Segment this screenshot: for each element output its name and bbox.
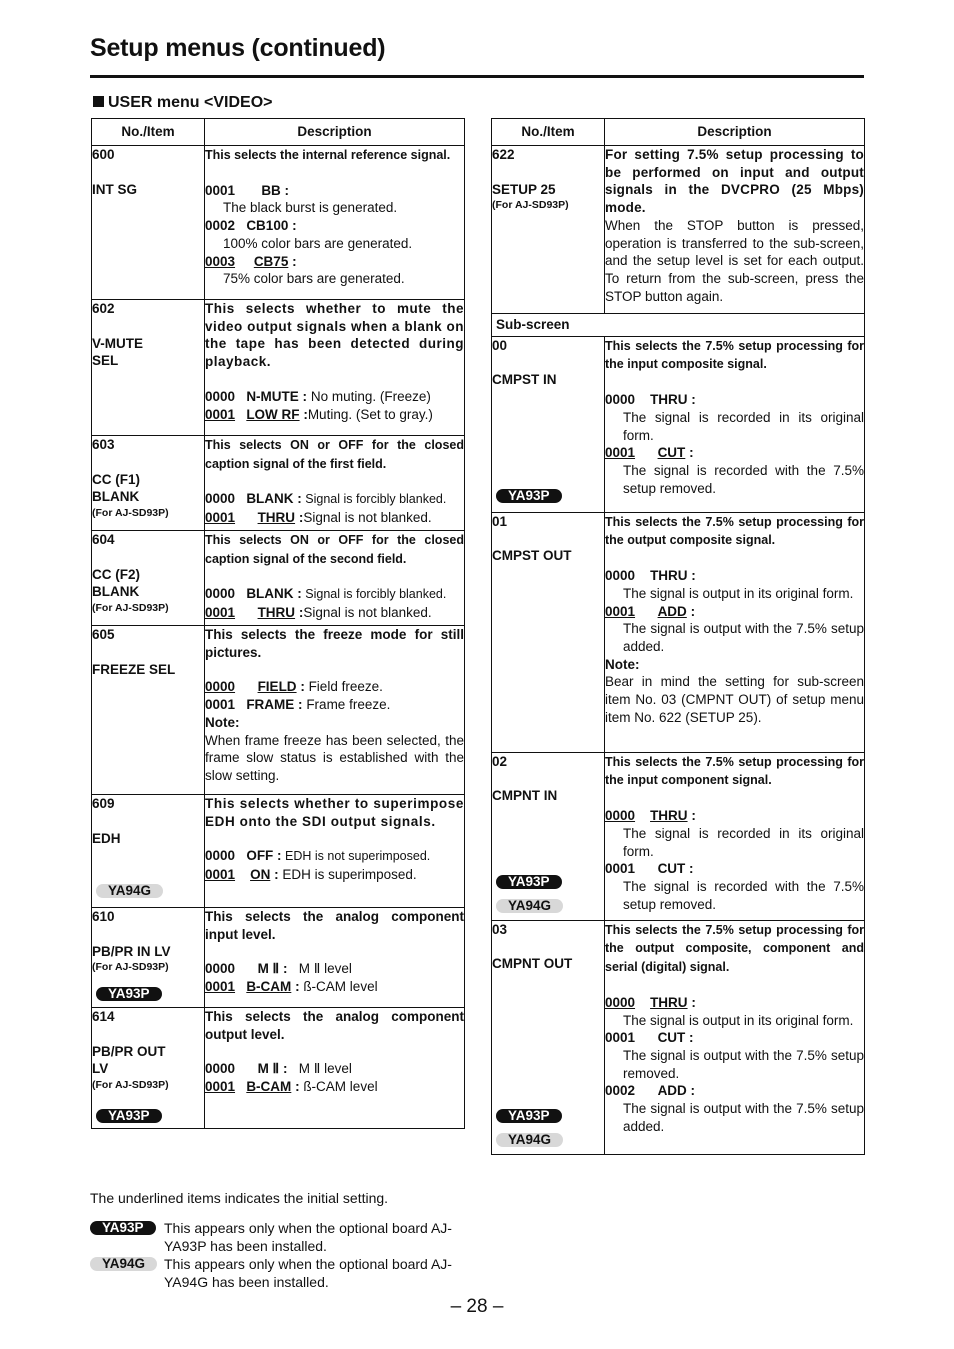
table-row xyxy=(92,795,465,908)
subscreen-row xyxy=(492,314,865,337)
description-cell xyxy=(605,336,865,512)
description-cell xyxy=(205,1008,465,1129)
description-cell xyxy=(205,300,465,436)
item-cell xyxy=(92,146,205,300)
description-lead: This selects the analog component input level. xyxy=(205,909,464,942)
option-line: 0001 FRAME : Frame freeze. xyxy=(205,697,391,713)
note-text: When frame freeze has been selected, the frame slow status is established with the slow setting. xyxy=(205,732,464,783)
ya94g-badge: YA94G xyxy=(96,884,163,898)
item-number: 622 xyxy=(492,147,515,162)
item-cell xyxy=(92,531,205,626)
table-header-row xyxy=(492,119,865,146)
item-number: 600 xyxy=(92,147,115,162)
table-row xyxy=(92,436,465,531)
item-number: 604 xyxy=(92,532,115,547)
ya93p-badge: YA93P xyxy=(496,875,562,889)
item-name-cont: BLANK xyxy=(92,584,140,600)
item-name: FREEZE SEL xyxy=(92,661,176,677)
description-cell xyxy=(605,920,865,1154)
option-line: 0000 BLANK : Signal is forcibly blanked. xyxy=(205,491,447,507)
legend-ya94g xyxy=(90,1256,470,1292)
description-body: When the STOP button is pressed, operation is transferred to the sub-screen, and the setup level is set for each output. To return from the sub-screen, press the STOP button again. xyxy=(605,217,864,304)
item-name-cont: BLANK xyxy=(92,489,140,505)
option-line: 0000 M Ⅱ : M Ⅱ level xyxy=(205,1061,352,1077)
table-row xyxy=(92,626,465,795)
description-lead: This selects ON or OFF for the closed caption signal of the second field. xyxy=(205,533,464,566)
legend-text: This appears only when the optional board AJ-YA94G has been installed. xyxy=(164,1256,452,1290)
description-lead: This selects whether to mute the video output signals when a blank on the tape has been detected during playback. xyxy=(205,301,464,370)
model-note: (For AJ-SD93P) xyxy=(92,961,169,974)
table-row xyxy=(92,146,465,300)
subscreen-label: Sub-screen xyxy=(492,314,865,337)
item-name: CMPNT OUT xyxy=(492,956,573,972)
description-lead: This selects whether to superimpose EDH onto the SDI output signals. xyxy=(205,796,464,829)
right-menu-table xyxy=(491,118,865,1155)
option-line: 0001 CUT : xyxy=(605,1030,694,1046)
option-line: 0000 THRU : xyxy=(605,568,696,584)
description-lead: This selects the 7.5% setup processing for the output composite signal. xyxy=(605,514,864,548)
item-number: 603 xyxy=(92,437,115,452)
ya93p-badge: YA93P xyxy=(96,987,162,1001)
option-desc: The signal is recorded in its original form. xyxy=(623,825,864,859)
item-number: 614 xyxy=(92,1009,115,1024)
description-cell xyxy=(205,531,465,626)
header-description: Description xyxy=(205,119,465,146)
item-number: 03 xyxy=(492,921,508,937)
description-lead: This selects the freeze mode for still pictures. xyxy=(205,627,464,660)
table-header-row xyxy=(92,119,465,146)
option-line: 0000 THRU : xyxy=(605,808,696,824)
option-desc: The signal is output in its original form. xyxy=(623,1012,854,1028)
description-lead: This selects the internal reference signal. xyxy=(205,148,451,162)
item-cell xyxy=(92,908,205,1008)
section-heading-text: USER menu <VIDEO> xyxy=(108,94,273,111)
item-cell xyxy=(92,1008,205,1129)
page-title: Setup menus (continued) xyxy=(90,34,386,62)
item-cell xyxy=(92,300,205,436)
table-row xyxy=(492,146,865,314)
ya93p-badge: YA93P xyxy=(496,1109,562,1123)
option-line: 0001 B-CAM : ß-CAM level xyxy=(205,979,378,995)
option-line: 0001 BB : xyxy=(205,182,290,198)
item-name-cont: LV xyxy=(92,1061,109,1077)
description-lead: This selects the analog component output level. xyxy=(205,1009,464,1042)
ya94g-badge: YA94G xyxy=(496,1133,563,1147)
table-row xyxy=(492,752,865,920)
item-name: PB/PR IN LV xyxy=(92,943,171,959)
description-lead: This selects the 7.5% setup processing for the output composite, component and serial (digital) signal. xyxy=(605,922,864,975)
item-name: V-MUTE xyxy=(92,335,144,351)
option-line: 0000 FIELD : Field freeze. xyxy=(205,679,383,695)
description-cell xyxy=(205,436,465,531)
description-cell xyxy=(205,795,465,908)
option-line: 0000 OFF : EDH is not superimposed. xyxy=(205,848,431,864)
model-note: (For AJ-SD93P) xyxy=(92,602,169,615)
header-description: Description xyxy=(605,119,865,146)
option-line: 0000 N-MUTE : No muting. (Freeze) xyxy=(205,388,431,404)
table-row xyxy=(92,908,465,1008)
ya93p-badge: YA93P xyxy=(90,1221,156,1235)
description-cell xyxy=(205,146,465,300)
option-line: 0003 CB75 : xyxy=(205,253,297,269)
table-row xyxy=(492,336,865,512)
option-line: 0000 BLANK : Signal is forcibly blanked. xyxy=(205,586,447,602)
option-desc: The signal is output with the 7.5% setup added. xyxy=(623,621,864,654)
note-label: Note: xyxy=(205,714,240,730)
item-cell xyxy=(92,626,205,795)
option-line: 0001 B-CAM : ß-CAM level xyxy=(205,1079,378,1095)
item-name: SETUP 25 xyxy=(492,181,556,197)
item-name: CMPST OUT xyxy=(492,548,572,564)
description-cell xyxy=(605,512,865,752)
header-item: No./Item xyxy=(492,119,605,146)
item-cell xyxy=(92,436,205,531)
item-name: CMPST IN xyxy=(492,372,557,388)
title-rule xyxy=(90,75,864,78)
option-desc: The signal is output with the 7.5% setup removed. xyxy=(623,1047,864,1081)
description-cell xyxy=(205,626,465,795)
option-desc: The black burst is generated. xyxy=(223,200,398,216)
item-cell xyxy=(92,795,205,908)
option-line: 0001 CUT : xyxy=(605,445,694,461)
ya94g-badge: YA94G xyxy=(496,899,563,913)
item-cell xyxy=(492,336,605,512)
option-desc: The signal is recorded in its original form. xyxy=(623,409,864,443)
option-line: 0002 CB100 : xyxy=(205,218,297,234)
description-cell xyxy=(205,908,465,1008)
model-note: (For AJ-SD93P) xyxy=(92,1079,169,1092)
item-name: INT SG xyxy=(92,181,138,197)
item-cell xyxy=(492,146,605,314)
item-name-cont: SEL xyxy=(92,353,119,369)
option-desc: The signal is output in its original form. xyxy=(623,585,854,601)
description-cell xyxy=(605,752,865,920)
square-bullet-icon xyxy=(93,96,104,107)
model-note: (For AJ-SD93P) xyxy=(92,507,169,520)
option-line: 0001 THRU :Signal is not blanked. xyxy=(205,605,432,621)
description-cell xyxy=(605,146,865,314)
option-desc: The signal is output with the 7.5% setup added. xyxy=(623,1101,864,1134)
item-number: 610 xyxy=(92,909,115,924)
option-line: 0000 THRU : xyxy=(605,994,696,1010)
option-desc: 75% color bars are generated. xyxy=(223,271,405,287)
legend-ya93p xyxy=(90,1220,470,1256)
item-number: 00 xyxy=(492,337,508,353)
option-line: 0000 THRU : xyxy=(605,392,696,408)
description-lead: This selects ON or OFF for the closed caption signal of the first field. xyxy=(205,438,464,471)
item-name: EDH xyxy=(92,830,121,846)
section-heading xyxy=(93,94,273,112)
ya93p-badge: YA93P xyxy=(96,1109,162,1123)
table-row xyxy=(92,1008,465,1129)
option-desc: 100% color bars are generated. xyxy=(223,235,413,251)
page-number: – 28 – xyxy=(450,1296,504,1317)
legend-text: This appears only when the optional board AJ-YA93P has been installed. xyxy=(164,1220,452,1254)
item-cell xyxy=(492,920,605,1154)
option-line: 0001 LOW RF :Muting. (Set to gray.) xyxy=(205,406,433,422)
table-row xyxy=(492,920,865,1154)
item-number: 02 xyxy=(492,753,508,769)
item-number: 602 xyxy=(92,301,115,316)
option-line: 0000 M Ⅱ : M Ⅱ level xyxy=(205,961,352,977)
model-note: (For AJ-SD93P) xyxy=(492,199,569,212)
description-lead: This selects the 7.5% setup processing for the input composite signal. xyxy=(605,338,864,372)
description-lead: This selects the 7.5% setup processing for the input component signal. xyxy=(605,754,864,788)
left-menu-table xyxy=(91,118,465,1129)
table-row xyxy=(492,512,865,752)
option-line: 0002 ADD : xyxy=(605,1083,696,1099)
item-number: 01 xyxy=(492,513,508,529)
option-desc: The signal is recorded with the 7.5% setup removed. xyxy=(623,878,864,912)
item-name: CC (F2) xyxy=(92,566,140,582)
item-name: PB/PR OUT xyxy=(92,1043,166,1059)
option-desc: The signal is recorded with the 7.5% setup removed. xyxy=(623,462,864,496)
header-item: No./Item xyxy=(92,119,205,146)
option-line: 0001 THRU :Signal is not blanked. xyxy=(205,510,432,526)
option-line: 0001 ON : EDH is superimposed. xyxy=(205,867,417,883)
note-text: Bear in mind the setting for sub-screen item No. 03 (CMPNT OUT) of setup menu item No. 622 (SETUP 25). xyxy=(605,674,864,725)
item-name: CC (F1) xyxy=(92,471,140,487)
table-row xyxy=(92,531,465,626)
ya93p-badge: YA93P xyxy=(496,489,562,503)
option-line: 0001 CUT : xyxy=(605,861,694,877)
item-name: CMPNT IN xyxy=(492,788,558,804)
note-label: Note: xyxy=(605,656,640,672)
item-cell xyxy=(492,512,605,752)
item-number: 605 xyxy=(92,627,115,642)
option-line: 0001 ADD : xyxy=(605,603,696,619)
item-number: 609 xyxy=(92,796,115,811)
ya94g-badge: YA94G xyxy=(90,1257,157,1271)
underline-note: The underlined items indicates the initial setting. xyxy=(90,1190,389,1206)
table-row xyxy=(92,300,465,436)
item-cell xyxy=(492,752,605,920)
description-lead: For setting 7.5% setup processing to be performed on input and output signals in the DVCPRO (25 Mbps) mode. xyxy=(605,147,864,216)
